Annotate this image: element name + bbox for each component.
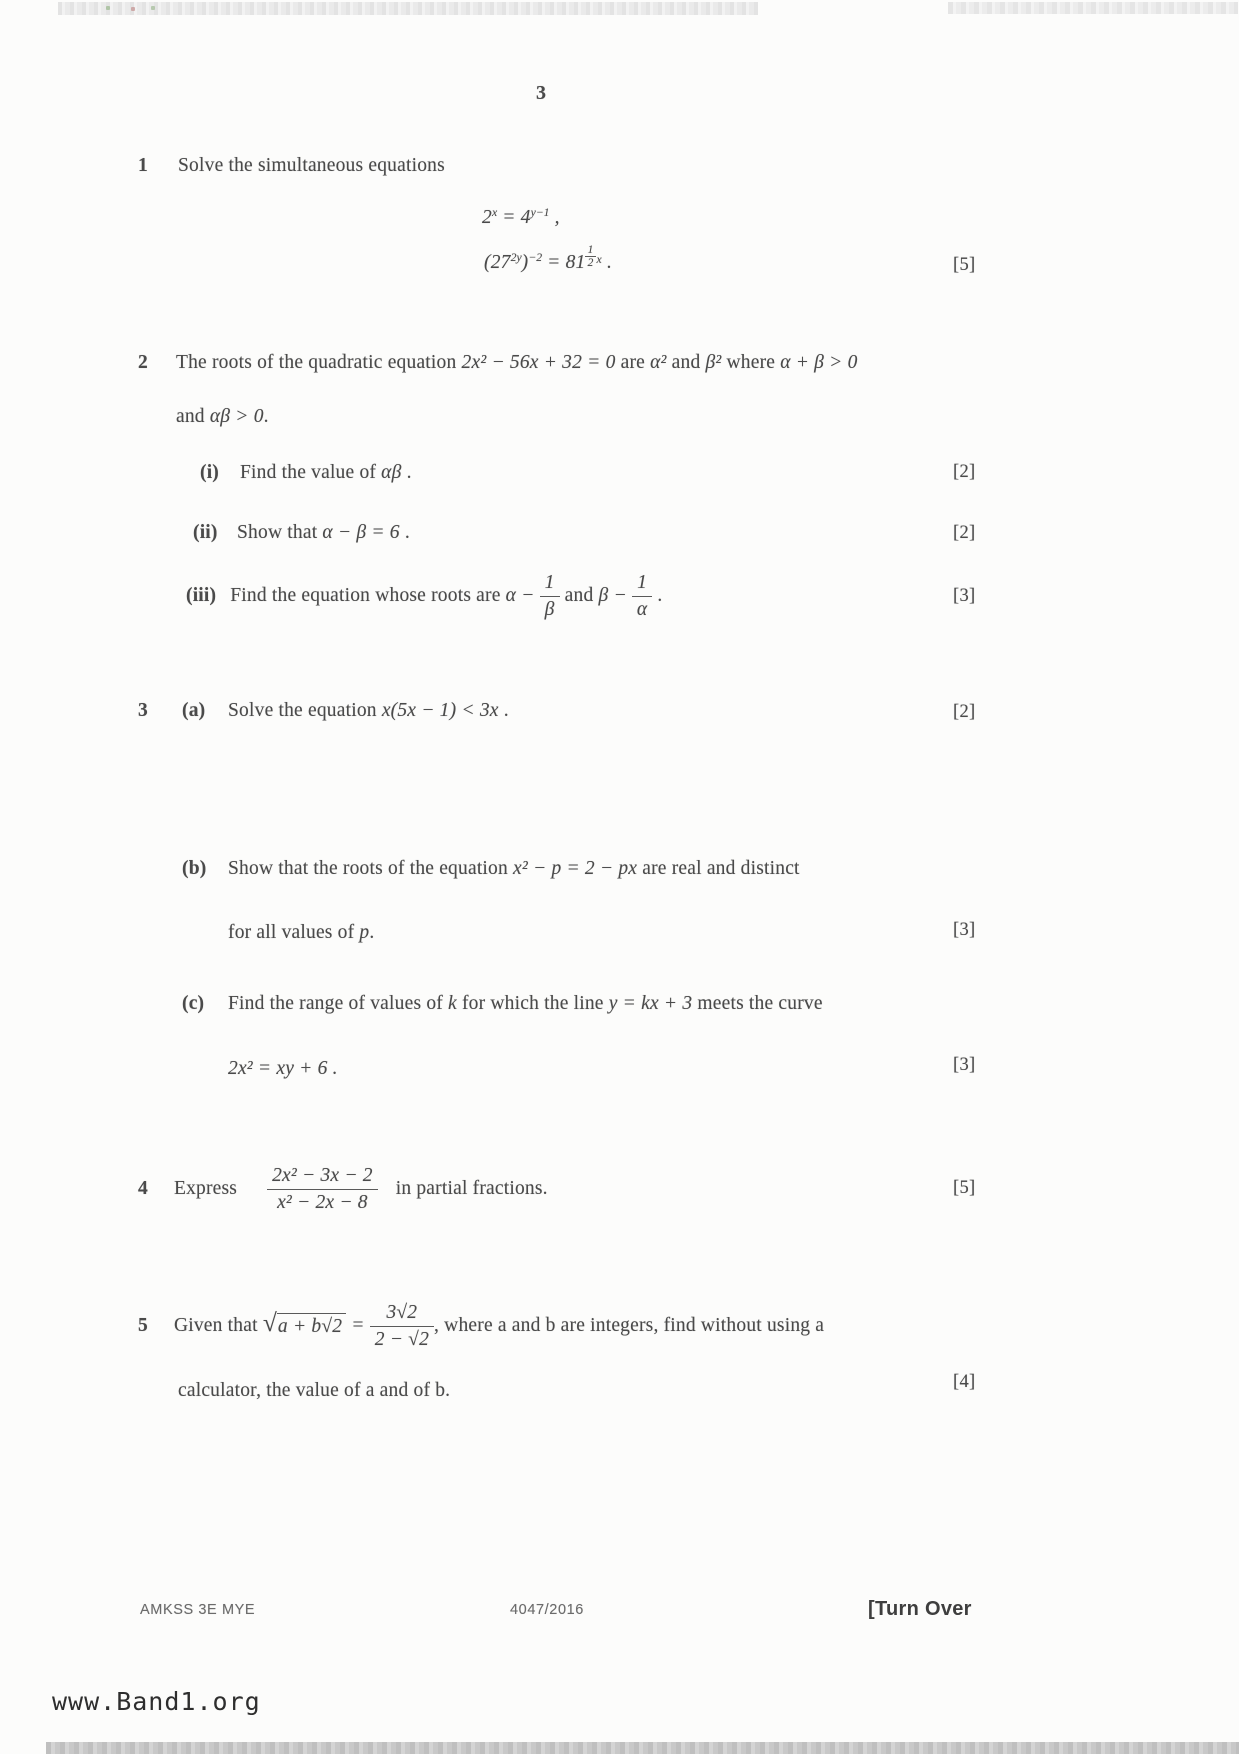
q2-line1-are: are: [615, 352, 651, 373]
q3a-prompt: Solve the equation: [228, 700, 382, 721]
q2iii-frac2-numerator: 1: [632, 571, 652, 596]
q5-number: 5: [138, 1315, 148, 1336]
q2iii-and: and: [559, 585, 599, 606]
q2iii-prompt: Find the equation whose roots are: [230, 585, 506, 606]
q1-eq2-outer-exponent: −2: [528, 251, 543, 265]
footer-school-code: AMKSS 3E MYE: [140, 1602, 256, 1618]
q2ii-identity: α − β = 6: [322, 522, 400, 543]
q5-post: , where a and b are integers, find without using a: [434, 1315, 825, 1336]
scan-noise-band-top-right: [948, 2, 1238, 14]
q1-equation-2: [484, 244, 612, 274]
q2ii-prompt: Show that: [237, 522, 323, 543]
scan-speck-red: [131, 7, 135, 11]
q3c-label: (c): [182, 993, 205, 1014]
q2iii-frac2-denominator: α: [636, 598, 648, 620]
scan-speck-green: [151, 6, 155, 10]
q5-marks: [4]: [953, 1372, 976, 1392]
q1-eq1-rhs-exponent: y−1: [530, 206, 550, 219]
q3c-line-equation: y = kx + 3: [608, 993, 693, 1014]
q3a-marks: [2]: [953, 702, 976, 722]
q1-eq2-paren: ): [521, 252, 529, 274]
q2i-marks: [2]: [953, 462, 976, 482]
q4-denominator: x² − 2x − 8: [277, 1191, 368, 1213]
q4-number: 4: [138, 1178, 148, 1199]
q2-quadratic-equation: 2x² − 56x + 32 = 0: [461, 352, 616, 373]
q4-marks: [5]: [953, 1178, 976, 1198]
q2iii-row: [186, 568, 663, 624]
footer-turn-over: [Turn Over: [868, 1598, 972, 1620]
q5-denominator: 2 − √2: [374, 1328, 430, 1350]
q2-line2-and: and: [176, 406, 210, 427]
q2ii-marks: [2]: [953, 523, 976, 543]
q5-radical-sign: √: [262, 1309, 277, 1338]
q3c-curve-equation: 2x² = xy + 6 .: [228, 1058, 338, 1079]
q2-line2-period: .: [263, 406, 269, 427]
q1-eq2-inner-exponent: 2y: [510, 251, 522, 265]
q3c-marks: [3]: [953, 1055, 976, 1075]
q2-line1-and: and: [666, 352, 706, 373]
q3c-variable-k: k: [448, 993, 457, 1014]
q2iii-fraction-2: [632, 571, 652, 621]
q2-line-2: [176, 406, 269, 428]
q1-eq1-base: 2: [482, 207, 492, 229]
watermark-url: www.Band1.org: [52, 1687, 261, 1716]
q1-eq1-rhs: = 4: [497, 207, 531, 229]
q3c-line-1: [228, 993, 823, 1015]
q3c-mid: for which the line: [456, 993, 609, 1014]
q3b-prompt: Show that the roots of the equation: [228, 858, 514, 879]
q2-line1-where: where: [721, 352, 781, 373]
q1-eq2-sup-fraction: [585, 244, 601, 270]
page-number: 3: [536, 82, 547, 104]
q5-line-2: calculator, the value of a and of b.: [178, 1380, 451, 1401]
q2ii-period: .: [399, 522, 410, 543]
q1-eq2-rhs: = 81: [542, 252, 586, 274]
q2-line-1: [176, 352, 858, 374]
q5-square-root: [262, 1309, 346, 1338]
q2-number: 2: [138, 352, 148, 373]
q3a-text: [228, 700, 509, 722]
q4-numerator: 2x² − 3x − 2: [267, 1164, 378, 1189]
scan-noise-band-top-left: [58, 2, 758, 15]
q1-eq1-exponent: x: [491, 206, 498, 219]
q2iii-label: (iii): [186, 585, 217, 606]
q2iii-marks: [3]: [953, 586, 976, 606]
q2iii-beta-minus: β −: [598, 585, 632, 606]
q5-radicand: a + b√2: [277, 1313, 346, 1338]
q5-given-that: Given that: [173, 1315, 263, 1336]
q1-eq2-base: (27: [484, 252, 511, 274]
q4-row: [138, 1146, 548, 1232]
q1-marks: [5]: [953, 255, 976, 275]
q3c-prompt: Find the range of values of: [228, 993, 449, 1014]
q5-row: [138, 1288, 824, 1364]
q2i-text: [240, 462, 412, 484]
q3a-period: .: [498, 700, 509, 721]
q3b-tail: are real and distinct: [637, 858, 800, 879]
q2ii-text: [237, 522, 410, 544]
q3a-inequality: x(5x − 1) < 3x: [381, 700, 499, 721]
q2iii-period: .: [652, 585, 663, 606]
q1-eq2-sup-numerator: 1: [587, 243, 594, 256]
q3b-variable-p: p: [359, 922, 370, 943]
q4-post: in partial fractions.: [395, 1178, 548, 1199]
footer-paper-code: 4047/2016: [510, 1602, 584, 1618]
q3b-line2-text: for all values of: [228, 922, 360, 943]
q3b-equation: x² − p = 2 − px: [513, 858, 638, 879]
q2iii-fraction-1: [540, 571, 560, 621]
q1-equation-1: [482, 206, 560, 229]
q2-beta-squared: β²: [705, 352, 722, 373]
q2i-prompt: Find the value of: [240, 462, 382, 483]
q3b-label: (b): [182, 858, 207, 879]
q2-line1-text: The roots of the quadratic equation: [176, 352, 462, 373]
q2iii-alpha-minus: α −: [505, 585, 540, 606]
q5-numerator: 3√2: [370, 1301, 434, 1326]
q1-eq2-sup-variable: x: [596, 253, 602, 267]
q2-alpha-squared: α²: [650, 352, 667, 373]
q2i-label: (i): [200, 462, 220, 483]
q1-prompt: Solve the simultaneous equations: [178, 155, 445, 176]
q2i-alphabeta: αβ: [381, 462, 402, 483]
q1-number: 1: [138, 155, 148, 176]
q1-eq2-period: .: [601, 252, 613, 274]
q1-eq1-comma: ,: [549, 207, 560, 229]
q5-fraction: [370, 1301, 434, 1351]
q2i-period: .: [401, 462, 412, 483]
q3a-label: (a): [182, 700, 206, 721]
q3c-tail: meets the curve: [692, 993, 823, 1014]
q1-eq2-sup-denominator: 2: [587, 256, 594, 270]
q3b-period: .: [369, 922, 375, 943]
q4-fraction: [267, 1164, 378, 1214]
q3-number: 3: [138, 700, 148, 721]
q3b-line-2: [228, 922, 374, 944]
q3b-marks: [3]: [953, 920, 976, 940]
q2iii-frac1-denominator: β: [544, 598, 555, 620]
q5-equals: =: [346, 1315, 370, 1336]
q4-express: Express: [173, 1178, 238, 1199]
scan-noise-band-bottom: [46, 1742, 1239, 1754]
q2iii-frac1-numerator: 1: [540, 571, 560, 596]
q2-sum-condition: α + β > 0: [780, 352, 858, 373]
q3b-line-1: [228, 858, 800, 880]
scan-speck-green: [106, 6, 110, 10]
q2-product-condition: αβ > 0: [209, 406, 264, 427]
q2ii-label: (ii): [193, 522, 218, 543]
